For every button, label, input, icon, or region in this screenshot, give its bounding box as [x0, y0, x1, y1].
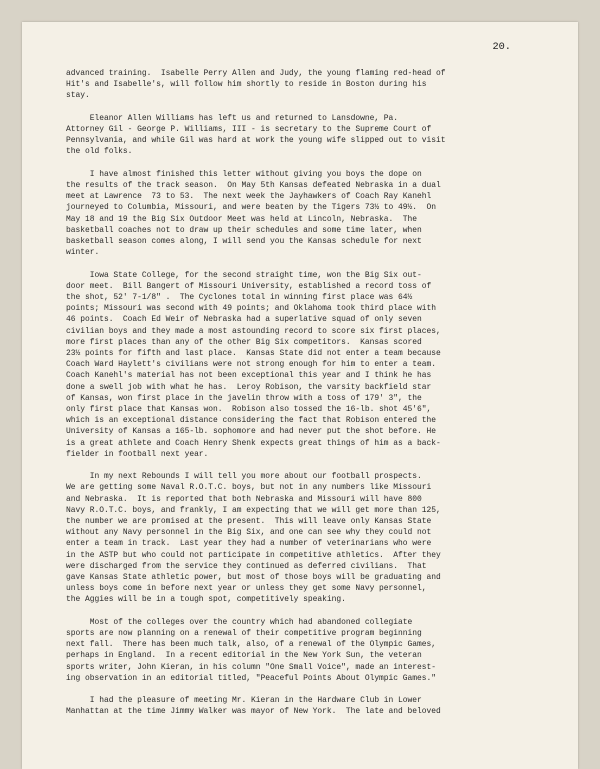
text-line: more first places than any of the other Big Six competitors. Kansas scored	[66, 337, 422, 347]
text-line: which is an exceptional distance considering the fact that Robison entered the	[66, 416, 436, 426]
text-line: without any Navy personnel in the Big Six, and one can see why they could not	[66, 528, 432, 538]
text-line: perhaps in England. In a recent editorial in the New York Sun, the veteran	[66, 651, 422, 661]
text-line: journeyed to Columbia, Missouri, and were beaten by the Tigers 73½ to 49½. On	[66, 203, 436, 213]
text-line: fielder in football next year.	[66, 449, 209, 459]
text-line: advanced training. Isabelle Perry Allen and Judy, the young flaming red-head of	[66, 69, 446, 78]
text-line: the old folks.	[66, 147, 133, 157]
text-line: Eleanor Allen Williams has left us and returned to Lansdowne, Pa.	[66, 113, 399, 123]
text-line: 46 points. Coach Ed Weir of Nebraska had a superlative squad of only seven	[66, 315, 422, 325]
text-line: civilian boys and they made a most astounding record to score six first places,	[66, 326, 441, 336]
text-line: Most of the colleges over the country which had abandoned collegiate	[66, 617, 413, 627]
text-line: In my next Rebounds I will tell you more about our football prospects.	[66, 472, 422, 482]
text-line: May 18 and 19 the Big Six Outdoor Meet was held at Lincoln, Nebraska. The	[66, 214, 418, 224]
text-line: in the ASTP but who could not participate in competitive athletics. After they	[66, 550, 441, 560]
text-line: Iowa State College, for the second straight time, won the Big Six out-	[66, 270, 422, 280]
text-line: 23½ points for fifth and last place. Kansas State did not enter a team because	[66, 349, 441, 359]
text-line: unless boys come in before next year or unless they get some Navy personnel,	[66, 584, 427, 594]
text-line: I had the pleasure of meeting Mr. Kieran in the Hardware Club in Lower	[66, 696, 422, 706]
text-line: basketball season comes along, I will send you the Kansas schedule for next	[66, 237, 422, 247]
text-line: Manhattan at the time Jimmy Walker was mayor of New York. The late and beloved	[66, 707, 441, 717]
text-line: Hit's and Isabelle's, will follow him shortly to reside in Boston during his	[66, 80, 427, 90]
text-line: the shot, 52' 7-1/8" . The Cyclones total in winning first place was 64½	[66, 293, 413, 303]
text-line: is a great athlete and Coach Henry Shenk expects great things of him as a back-	[66, 438, 441, 448]
text-line: next fall. There has been much talk, also, of a renewal of the Olympic Games,	[66, 640, 436, 650]
text-line: meet at Lawrence 73 to 53. The next week the Jayhawkers of Coach Ray Kanehl	[66, 192, 432, 202]
text-line: stay.	[66, 91, 90, 101]
text-line: Attorney Gil - George P. Williams, III - is secretary to the Supreme Court of	[66, 125, 432, 134]
text-line: were discharged from the service they continued as deferred civilians. That	[66, 561, 427, 571]
text-line: basketball coaches not to draw up their schedules and some time later, when	[66, 225, 422, 235]
text-line: sports are now planning on a renewal of their competitive program beginning	[66, 629, 422, 639]
text-line: ing observation in an editorial titled, "Peaceful Points About Olympic Games."	[66, 673, 436, 683]
text-line: winter.	[66, 248, 100, 258]
text-line: Pennsylvania, and while Gil was hard at work the young wife slipped out to visit	[66, 136, 446, 146]
paragraph	[66, 68, 556, 102]
text-line: sports writer, John Kieran, in his column "One Small Voice", made an interest-	[66, 662, 436, 672]
paragraph	[66, 617, 556, 684]
text-line: the results of the track season. On May 5th Kansas defeated Nebraska in a dual	[66, 181, 441, 190]
paragraph	[66, 471, 556, 605]
text-line: gave Kansas State athletic power, but most of those boys will be graduating and	[66, 573, 441, 583]
text-line: the number we are promised at the present. This will leave only Kansas State	[66, 517, 432, 527]
paragraph	[66, 270, 556, 460]
text-line: the Aggies will be in a tough spot, competitively speaking.	[66, 595, 346, 605]
text-line: University of Kansas a 165-lb. sophomore and had never put the shot before. He	[66, 427, 436, 437]
text-line: We are getting some Naval R.O.T.C. boys, but not in any numbers like Missouri	[66, 483, 432, 493]
text-line: and Nebraska. It is reported that both Nebraska and Missouri will have 800	[66, 494, 422, 504]
page-number: 20.	[492, 41, 511, 53]
document-page	[22, 22, 578, 769]
paragraph	[66, 169, 556, 259]
text-line: enter a team in track. Last year they had a number of veterinarians who were	[66, 539, 432, 549]
text-line: door meet. Bill Bangert of Missouri University, established a record toss of	[66, 281, 432, 291]
paragraph	[66, 695, 556, 717]
text-line: Coach Kanehl's material has not been exceptional this year and I think he has	[66, 371, 432, 381]
document-body	[66, 68, 556, 718]
text-line: only first place that Kansas won. Robison also tossed the 16-lb. shot 45'6",	[66, 405, 432, 415]
text-line: Navy R.O.T.C. boys, and frankly, I am expecting that we will get more than 125,	[66, 505, 441, 515]
text-line: Coach Ward Haylett's civilians were not strong enough for him to enter a team.	[66, 360, 436, 370]
text-line: I have almost finished this letter without giving you boys the dope on	[66, 169, 422, 179]
paragraph	[66, 113, 556, 158]
text-line: done a swell job with what he has. Leroy Robison, the varsity backfield star	[66, 382, 432, 392]
text-line: points; Missouri was second with 49 points; and Oklahoma took third place with	[66, 304, 436, 314]
text-line: of Kansas, won first place in the javelin throw with a toss of 179' 3", the	[66, 393, 422, 403]
